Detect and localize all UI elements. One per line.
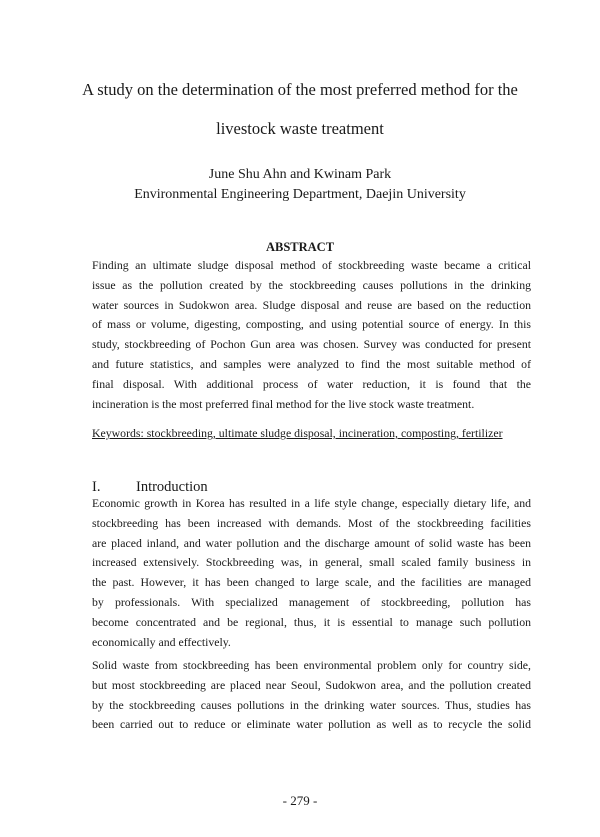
paragraph-line: are placed inland, and water pollution and the discharge amount of solid waste has been <box>92 535 531 550</box>
paper-title-line-2: livestock waste treatment <box>216 119 384 138</box>
section-title: Introduction <box>136 479 208 495</box>
abstract-line: study, stockbreeding of Pochon Gun area was chosen. Survey was conducted for present <box>92 337 531 352</box>
body-paragraph-1 <box>92 494 531 652</box>
abstract-line: Finding an ultimate sludge disposal method of stockbreeding waste became a critical <box>92 258 531 272</box>
abstract-line: issue as the pollution created by the stockbreeding causes pollutions in the drinking <box>92 277 531 292</box>
paragraph-line: been carried out to reduce or eliminate water pollution as well as to recycle the solid <box>92 717 531 732</box>
section-number: I. <box>92 479 101 495</box>
abstract-heading: ABSTRACT <box>265 240 335 254</box>
paragraph-line: by professionals. With specialized management of stockbreeding, pollution has <box>92 594 531 609</box>
paragraph-line: economically and effectively. <box>92 634 231 649</box>
author-names: June Shu Ahn and Kwinam Park <box>208 167 392 182</box>
abstract-line: water sources in Sudokwon area. Sludge disposal and reuse are based on the reduction <box>92 297 531 312</box>
paragraph-line: become concentrated and be regional, thus, it is essential to manage such pollution <box>92 614 531 629</box>
abstract-body <box>92 256 531 414</box>
paragraph-line: increased extensively. Stockbreeding was, in general, small scaled family business in <box>92 555 531 570</box>
keywords-line: Keywords: stockbreeding, ultimate sludge disposal, incineration, composting, fertilizer <box>92 426 503 440</box>
paper-title-line-1: A study on the determination of the most preferred method for the <box>82 80 518 99</box>
author-affiliation: Environmental Engineering Department, Daejin University <box>134 187 466 202</box>
author-block <box>40 165 560 205</box>
body-paragraph-2 <box>92 656 531 735</box>
paragraph-line: Economic growth in Korea has resulted in a life style change, especially dietary life, and <box>92 496 531 510</box>
paragraph-line: stockbreeding has been increased with demands. Most of the stockbreeding facilities <box>92 515 531 530</box>
abstract-line: of mass or volume, digesting, composting, and using potential source of energy. In this <box>92 317 531 332</box>
abstract-line: incineration is the most preferred final method for the live stock waste treatment. <box>92 396 475 411</box>
paragraph-line: the past. However, it has been changed to large scale, and the facilities are managed <box>92 575 531 590</box>
paragraph-line: but most stockbreeding are placed near Seoul, Sudokwon area, and the pollution created <box>92 677 531 692</box>
paragraph-line: Solid waste from stockbreeding has been environmental problem only for country side, <box>92 658 531 672</box>
paragraph-line: by the stockbreeding causes pollutions in the drinking water sources. Thus, studies has <box>92 697 531 712</box>
abstract-line: final disposal. With additional process of water reduction, it is found that the <box>92 376 531 391</box>
abstract-line: and future statistics, and samples were analyzed to find the most suitable method of <box>92 356 531 371</box>
page-number: - 279 - <box>282 793 318 808</box>
